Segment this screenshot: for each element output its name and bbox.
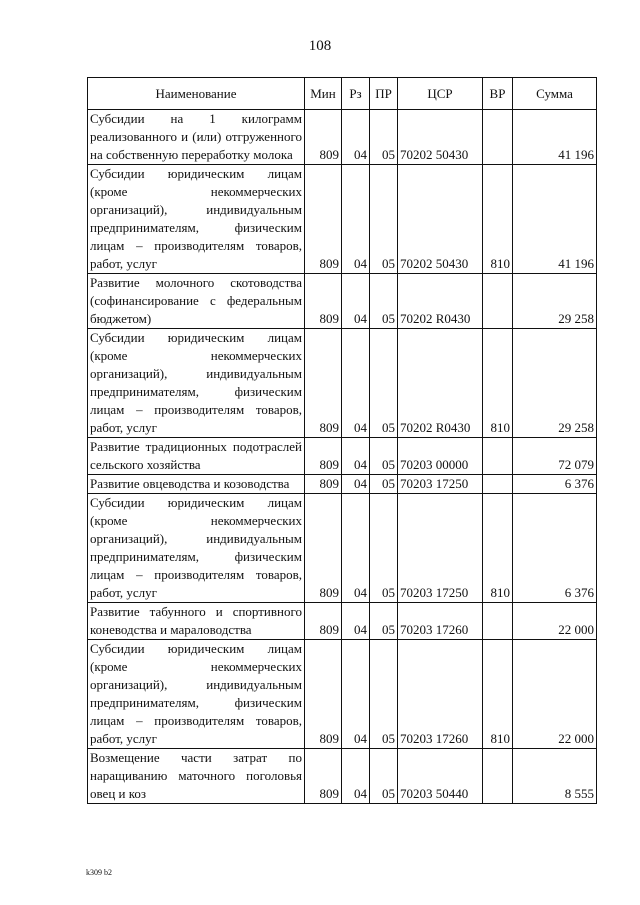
row-sum: 22 000: [513, 603, 597, 640]
table-row: [88, 165, 597, 274]
row-name: Субсидии юридическим лицам (кроме некоммерческих организаций), индивидуальным предпринимателям, физическим лицам – производителям товаров, работ, услуг: [88, 165, 305, 274]
row-sum: 8 555: [513, 749, 597, 804]
row-vr: [483, 475, 513, 494]
row-vr: [483, 603, 513, 640]
row-csr: 70202 50430: [398, 165, 483, 274]
row-csr: 70203 17250: [398, 494, 483, 603]
row-rz: 04: [342, 329, 370, 438]
header-min: Мин: [305, 78, 342, 110]
row-sum: 29 258: [513, 329, 597, 438]
row-pr: 05: [370, 110, 398, 165]
row-name: Развитие традиционных подотраслей сельского хозяйства: [88, 438, 305, 475]
row-pr: 05: [370, 749, 398, 804]
row-csr: 70203 17250: [398, 475, 483, 494]
table-row: [88, 110, 597, 165]
row-name: Субсидии юридическим лицам (кроме некоммерческих организаций), индивидуальным предпринимателям, физическим лицам – производителям товаров, работ, услуг: [88, 329, 305, 438]
row-min: 809: [305, 475, 342, 494]
row-min: 809: [305, 110, 342, 165]
row-csr: 70202 R0430: [398, 274, 483, 329]
row-pr: 05: [370, 329, 398, 438]
row-rz: 04: [342, 475, 370, 494]
row-pr: 05: [370, 475, 398, 494]
row-rz: 04: [342, 640, 370, 749]
header-rz: Рз: [342, 78, 370, 110]
row-vr: 810: [483, 329, 513, 438]
row-pr: 05: [370, 438, 398, 475]
row-name: Субсидии на 1 килограмм реализованного и (или) отгруженного на собственную переработку молока: [88, 110, 305, 165]
row-min: 809: [305, 329, 342, 438]
row-vr: 810: [483, 165, 513, 274]
table-row: [88, 603, 597, 640]
row-min: 809: [305, 640, 342, 749]
row-name: Развитие молочного скотоводства (софинансирование с федеральным бюджетом): [88, 274, 305, 329]
row-rz: 04: [342, 110, 370, 165]
header-vr: ВР: [483, 78, 513, 110]
row-min: 809: [305, 165, 342, 274]
row-vr: [483, 438, 513, 475]
row-csr: 70202 50430: [398, 110, 483, 165]
row-vr: [483, 274, 513, 329]
row-vr: 810: [483, 640, 513, 749]
row-vr: [483, 749, 513, 804]
row-name: Развитие табунного и спортивного коневодства и мараловодства: [88, 603, 305, 640]
table-row: [88, 274, 597, 329]
row-pr: 05: [370, 640, 398, 749]
row-vr: [483, 110, 513, 165]
table-row: [88, 438, 597, 475]
row-csr: 70203 00000: [398, 438, 483, 475]
row-name: Субсидии юридическим лицам (кроме некоммерческих организаций), индивидуальным предпринимателям, физическим лицам – производителям товаров, работ, услуг: [88, 494, 305, 603]
row-pr: 05: [370, 603, 398, 640]
row-name: Возмещение части затрат по наращиванию маточного поголовья овец и коз: [88, 749, 305, 804]
row-sum: 41 196: [513, 110, 597, 165]
row-csr: 70203 17260: [398, 603, 483, 640]
page-number: 108: [308, 38, 332, 54]
row-sum: 6 376: [513, 475, 597, 494]
row-sum: 41 196: [513, 165, 597, 274]
table-row: [88, 329, 597, 438]
header-sum: Сумма: [513, 78, 597, 110]
row-rz: 04: [342, 165, 370, 274]
row-min: 809: [305, 274, 342, 329]
row-vr: 810: [483, 494, 513, 603]
row-pr: 05: [370, 165, 398, 274]
row-rz: 04: [342, 494, 370, 603]
row-name: Развитие овцеводства и козоводства: [88, 475, 305, 494]
row-csr: 70202 R0430: [398, 329, 483, 438]
row-rz: 04: [342, 274, 370, 329]
row-rz: 04: [342, 749, 370, 804]
header-name: Наименование: [88, 78, 305, 110]
row-pr: 05: [370, 494, 398, 603]
footer-code: k309 b2: [86, 868, 112, 877]
row-csr: 70203 17260: [398, 640, 483, 749]
row-rz: 04: [342, 438, 370, 475]
row-sum: 6 376: [513, 494, 597, 603]
row-name: Субсидии юридическим лицам (кроме некоммерческих организаций), индивидуальным предпринимателям, физическим лицам – производителям товаров, работ, услуг: [88, 640, 305, 749]
budget-table: [87, 77, 597, 804]
row-rz: 04: [342, 603, 370, 640]
table-row: [88, 749, 597, 804]
row-sum: 22 000: [513, 640, 597, 749]
header-csr: ЦСР: [398, 78, 483, 110]
row-pr: 05: [370, 274, 398, 329]
row-min: 809: [305, 438, 342, 475]
row-min: 809: [305, 749, 342, 804]
row-sum: 72 079: [513, 438, 597, 475]
header-pr: ПР: [370, 78, 398, 110]
row-min: 809: [305, 603, 342, 640]
row-csr: 70203 50440: [398, 749, 483, 804]
table-row: [88, 640, 597, 749]
table-row: [88, 494, 597, 603]
table-header-row: [88, 78, 597, 110]
table-row: [88, 475, 597, 494]
row-sum: 29 258: [513, 274, 597, 329]
row-min: 809: [305, 494, 342, 603]
